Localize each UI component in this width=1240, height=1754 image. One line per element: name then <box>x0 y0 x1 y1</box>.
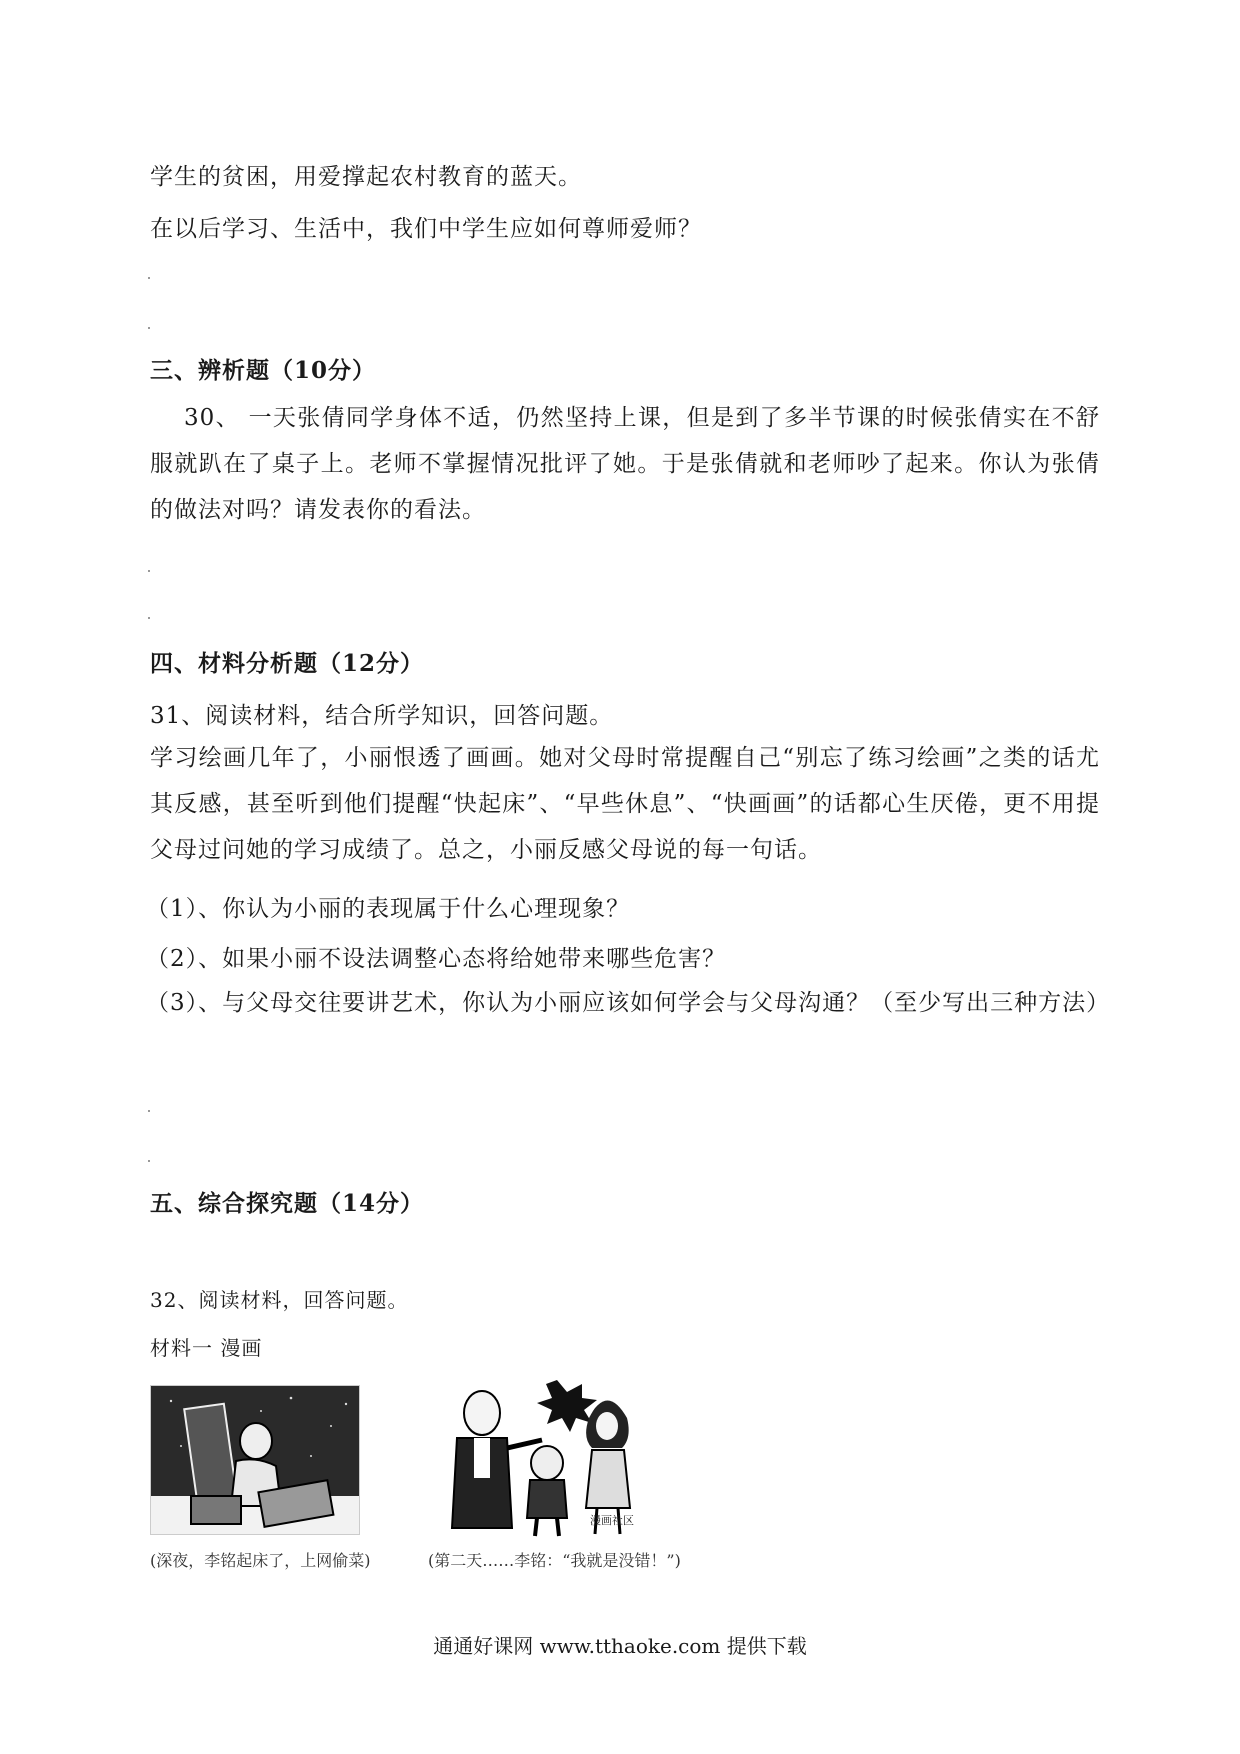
continuation-line-1: 学生的贫困，用爱撑起农村教育的蓝天。 <box>150 164 582 190</box>
blank-mark <box>148 617 150 619</box>
blank-mark <box>148 327 150 329</box>
page-footer: 通通好课网 www.tthaoke.com 提供下载 <box>433 1634 807 1658</box>
comic-1-caption: (深夜，李铭起床了，上网偷菜) <box>150 1551 371 1570</box>
question-31-sub2: （2）、如果小丽不设法调整心态将给她带来哪些危害？ <box>146 946 727 972</box>
question-30: 30、 一天张倩同学身体不适，仍然坚持上课，但是到了多半节课的时候张倩实在不舒服就趴在了桌子上。老师不掌握情况批评了她。于是张倩就和老师吵了起来。你认为张倩的做法对吗？请发表你的看法。 <box>150 405 1100 523</box>
material1-label: 材料一 漫画 <box>150 1336 263 1360</box>
question-31-sub1: （1）、你认为小丽的表现属于什么心理现象？ <box>146 896 631 922</box>
blank-mark <box>148 570 150 572</box>
blank-mark <box>148 277 150 279</box>
blank-mark <box>148 1160 150 1162</box>
section4-heading: 四、材料分析题（12分） <box>150 650 425 677</box>
blank-mark <box>148 1110 150 1112</box>
question-31-intro: 31、阅读材料，结合所学知识，回答问题。 <box>150 703 614 729</box>
comic-2-image <box>432 1378 662 1538</box>
comic-2-caption: (第二天……李铭：“我就是没错！”) <box>428 1551 681 1570</box>
section3-heading: 三、辨析题（10分） <box>150 357 377 384</box>
question-31-sub3: （3）、与父母交往要讲艺术，你认为小丽应该如何学会与父母沟通？（至少写出三种方法） <box>146 990 1111 1016</box>
continuation-line-2: 在以后学习、生活中，我们中学生应如何尊师爱师？ <box>150 216 702 242</box>
question-32-intro: 32、阅读材料，回答问题。 <box>150 1288 409 1312</box>
question-31-material: 学习绘画几年了，小丽恨透了画画。她对父母时常提醒自己“别忘了练习绘画”之类的话尤其反感，甚至听到他们提醒“快起床”、“早些休息”、“快画画”的话都心生厌倦，更不用提父母过问她的学习成绩了。总之，小丽反感父母说的每一句话。 <box>150 745 1100 863</box>
comic-2-watermark: 漫画社区 <box>590 1514 634 1527</box>
comic-1-image <box>150 1385 360 1535</box>
section5-heading: 五、综合探究题（14分） <box>150 1190 425 1217</box>
comic-1-drawing <box>151 1386 359 1534</box>
